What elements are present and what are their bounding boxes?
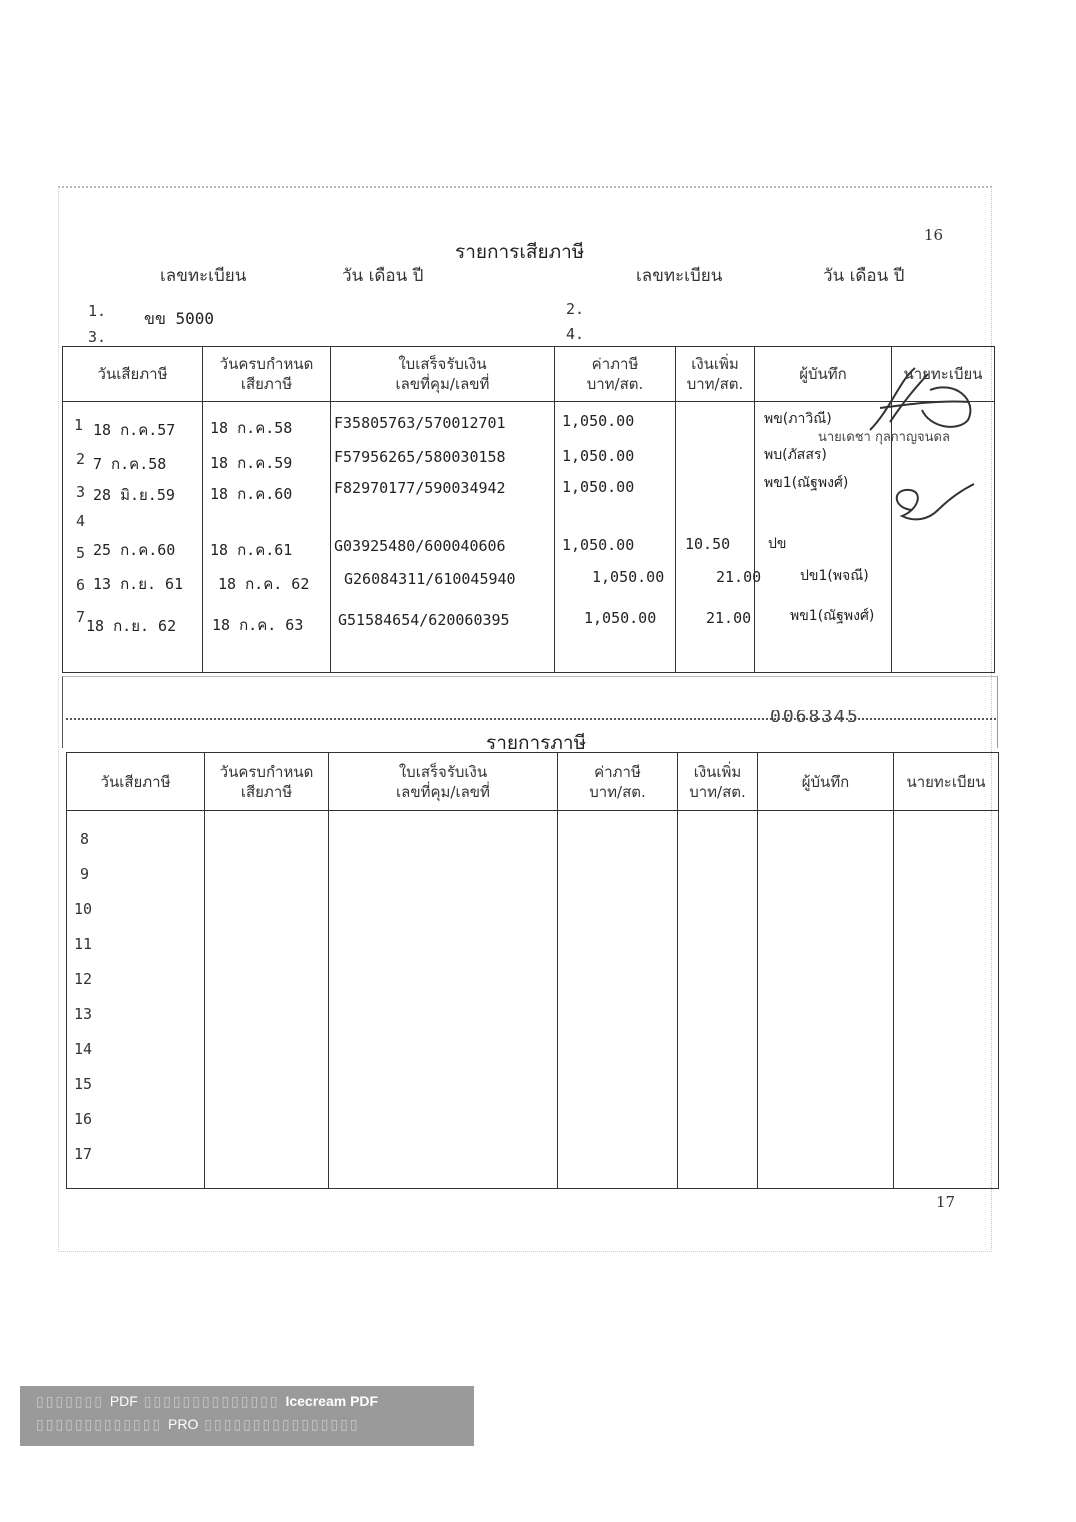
watermark-pdf-text: PDF — [109, 1393, 138, 1409]
row-number: 4 — [76, 512, 86, 530]
receipt-cell: F82970177/590034942 — [334, 479, 506, 497]
date-header-left: วัน เดือน ปี — [342, 266, 424, 286]
watermark-line-2: ▯▯▯▯▯▯▯▯▯▯▯▯▯ PRO ▯▯▯▯▯▯▯▯▯▯▯▯▯▯▯▯ — [36, 1416, 360, 1432]
col-header-extra: เงินเพิ่ม บาท/สต. — [676, 347, 755, 402]
tax-date-cell: 13 ก.ย. 61 — [93, 575, 184, 593]
plate-slot-4-number: 4. — [566, 325, 585, 343]
row-number: 11 — [74, 935, 93, 953]
tax-date-cell: 18 ก.ค.57 — [93, 421, 176, 439]
recorder-cell: ปข — [768, 536, 787, 552]
receipt-cell: F57956265/580030158 — [334, 448, 506, 466]
tax-list-table — [66, 752, 999, 1189]
row-number: 10 — [74, 900, 93, 918]
recorder-cell: พข1(ณัฐพงศ์) — [764, 475, 849, 491]
plate-slot-1-number: 1. — [88, 302, 107, 320]
registrar-signature-2 — [888, 480, 978, 530]
row-number: 1 — [74, 416, 84, 434]
row-number: 6 — [76, 576, 86, 594]
col-header-registrar: นายทะเบียน — [894, 753, 999, 811]
tax-amount-cell: 1,050.00 — [562, 447, 635, 465]
row-number: 8 — [80, 830, 90, 848]
row-number: 12 — [74, 970, 93, 988]
extra-amount-cell: 21.00 — [716, 568, 762, 586]
watermark-banner — [20, 1386, 474, 1446]
row-number: 5 — [76, 544, 86, 562]
watermark-brand-text: Icecream PDF — [285, 1393, 379, 1409]
receipt-cell: F35805763/570012701 — [334, 414, 506, 432]
tax-date-cell: 7 ก.ค.58 — [93, 455, 167, 473]
tax-amount-cell: 1,050.00 — [562, 536, 635, 554]
plate-slot-2-number: 2. — [566, 300, 585, 318]
col-header-tax: ค่าภาษี บาท/สต. — [555, 347, 676, 402]
row-number: 14 — [74, 1040, 93, 1058]
due-date-cell: 18 ก.ค.58 — [210, 419, 293, 437]
col-header-extra: เงินเพิ่ม บาท/สต. — [678, 753, 758, 811]
plate-header-right: เลขทะเบียน — [636, 266, 723, 286]
recorder-cell: ปข1(พจณี) — [800, 568, 869, 584]
row-number: 16 — [74, 1110, 93, 1128]
row-number: 3 — [76, 483, 86, 501]
col-header-recorder: ผู้บันทึก — [755, 347, 892, 402]
page-number-top: 16 — [924, 226, 944, 244]
date-header-right: วัน เดือน ปี — [823, 266, 905, 286]
tax-amount-cell: 1,050.00 — [584, 609, 657, 627]
extra-amount-cell: 21.00 — [706, 609, 752, 627]
col-header-tax-date: วันเสียภาษี — [63, 347, 203, 402]
col-header-recorder: ผู้บันทึก — [758, 753, 894, 811]
tax-date-cell: 28 มิ.ย.59 — [93, 486, 175, 504]
tax-date-cell: 18 ก.ย. 62 — [86, 617, 177, 635]
due-date-cell: 18 ก.ค.59 — [210, 454, 293, 472]
watermark-pro-text: PRO — [168, 1416, 199, 1432]
section-title-tax-payments: รายการเสียภาษี — [455, 241, 585, 263]
plate-header-left: เลขทะเบียน — [160, 266, 247, 286]
recorder-cell: พบ(ภัสสร) — [764, 447, 827, 463]
watermark-line-1: ▯▯▯▯▯▯▯ PDF ▯▯▯▯▯▯▯▯▯▯▯▯▯▯ Icecream PDF — [36, 1393, 379, 1409]
section-title-tax-list: รายการภาษี — [486, 732, 587, 754]
col-header-registrar: นายทะเบียน — [892, 347, 995, 402]
tax-amount-cell: 1,050.00 — [592, 568, 665, 586]
registrar-name: นายเดชา กุลกาญจนดล — [818, 430, 950, 445]
row-number: 7 — [76, 608, 86, 626]
row-number: 17 — [74, 1145, 93, 1163]
page-number-bottom: 17 — [936, 1193, 956, 1211]
recorder-cell: พข1(ณัฐพงศ์) — [790, 608, 875, 624]
tax-amount-cell: 1,050.00 — [562, 412, 635, 430]
col-header-due-date: วันครบกำหนด เสียภาษี — [203, 347, 331, 402]
col-header-receipt: ใบเสร็จรับเงิน เลขที่คุม/เลขที่ — [329, 753, 558, 811]
tax-date-cell: 25 ก.ค.60 — [93, 541, 176, 559]
col-header-due-date: วันครบกำหนด เสียภาษี — [205, 753, 329, 811]
col-header-tax: ค่าภาษี บาท/สต. — [558, 753, 678, 811]
receipt-cell: G51584654/620060395 — [338, 611, 510, 629]
plate-slot-3-number: 3. — [88, 328, 107, 346]
recorder-cell: พข(ภาวิณี) — [764, 411, 832, 427]
col-header-tax-date: วันเสียภาษี — [67, 753, 205, 811]
bleed-through-number: 0068345 — [770, 710, 860, 722]
due-date-cell: 18 ก.ค.61 — [210, 541, 293, 559]
due-date-cell: 18 ก.ค. 63 — [212, 616, 304, 634]
row-number: 13 — [74, 1005, 93, 1023]
receipt-cell: G03925480/600040606 — [334, 537, 506, 555]
row-number: 2 — [76, 450, 86, 468]
row-number: 9 — [80, 865, 90, 883]
due-date-cell: 18 ก.ค.60 — [210, 485, 293, 503]
row-number: 15 — [74, 1075, 93, 1093]
tax-amount-cell: 1,050.00 — [562, 478, 635, 496]
plate-slot-1-value: ขข 5000 — [144, 309, 215, 328]
receipt-cell: G26084311/610045940 — [344, 570, 516, 588]
extra-amount-cell: 10.50 — [685, 535, 731, 553]
due-date-cell: 18 ก.ค. 62 — [218, 575, 310, 593]
col-header-receipt: ใบเสร็จรับเงิน เลขที่คุม/เลขที่ — [331, 347, 555, 402]
